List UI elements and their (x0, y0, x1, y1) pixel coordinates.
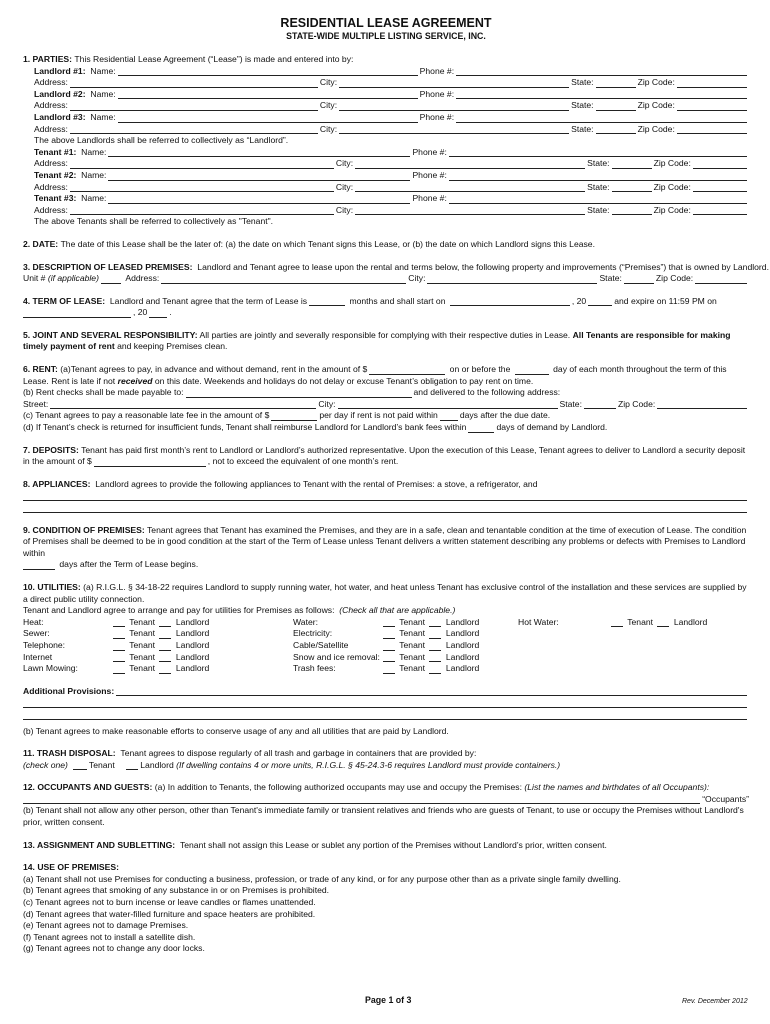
premises-city-label: City: (408, 273, 426, 284)
landlord-1-label: Landlord #1: (34, 65, 86, 76)
appliances-line-2[interactable] (23, 504, 747, 513)
rent-heading: 6. RENT: (23, 364, 58, 375)
landlord-2-name-field[interactable] (118, 90, 418, 99)
utility-trash-fees-choice[interactable]: Tenant Landlord (383, 663, 518, 675)
name-label: Name: (81, 146, 107, 157)
zip-label: Zip Code: (653, 204, 691, 215)
section-utilities (23, 582, 749, 737)
utility-trash-fees-label: Trash fees: (293, 663, 336, 674)
utility-hot-water-choice[interactable]: Tenant Landlord (611, 617, 749, 629)
trash-landlord-label: Landlord (140, 759, 174, 770)
section-joint (23, 330, 749, 353)
rent-amount-field[interactable] (369, 366, 445, 375)
utility-telephone-choice[interactable]: Tenant Landlord (113, 640, 293, 652)
name-label: Name: (81, 193, 107, 204)
tenant-2-address-row (23, 182, 749, 194)
late-days-field[interactable] (440, 412, 458, 421)
address-label: Address: (34, 77, 68, 88)
condition-heading: 9. CONDITION OF PREMISES: (23, 524, 145, 535)
rent-city-label: City: (318, 398, 336, 409)
city-label: City: (319, 77, 338, 88)
tenant-1-address-row (23, 158, 749, 170)
landlord-3-label: Landlord #3: (34, 111, 86, 122)
landlord-3-city-field[interactable] (339, 125, 569, 134)
landlord-1-address-field[interactable] (70, 79, 318, 88)
landlord-3-zip-field[interactable] (677, 125, 747, 134)
utility-electricity-choice[interactable]: Tenant Landlord (383, 628, 518, 640)
city-label: City: (319, 100, 338, 111)
landlord-3-address-row (23, 124, 749, 136)
name-label: Name: (90, 111, 116, 122)
section-trash (23, 748, 749, 771)
landlord-1-state-field[interactable] (596, 79, 636, 88)
city-label: City: (335, 204, 354, 215)
unit-label: Unit # (23, 273, 46, 284)
security-deposit-field[interactable] (94, 458, 206, 467)
utility-lawn-choice[interactable]: Tenant Landlord (113, 663, 293, 675)
landlord-1-name-field[interactable] (118, 67, 418, 76)
landlord-3-name-row (23, 112, 749, 124)
additional-provisions-line-3[interactable] (23, 711, 747, 720)
rent-zip-label: Zip Code: (617, 398, 656, 409)
additional-provisions-line-1[interactable] (116, 687, 747, 696)
condition-days-field[interactable] (23, 561, 55, 570)
tenant-3-city-field[interactable] (355, 206, 585, 215)
address-label: Address: (34, 204, 68, 215)
tenant-1-address-field[interactable] (70, 160, 334, 169)
rent-c1: (c) Tenant agrees to pay a reasonable late fee in the amount of $ (23, 410, 270, 421)
landlord-2-state-field[interactable] (596, 102, 636, 111)
term-text-d: and expire on 11:59 PM on (614, 295, 717, 306)
lease-document (23, 16, 769, 955)
tenant-1-name-field[interactable] (108, 148, 410, 157)
landlord-2-address-row (23, 100, 749, 112)
joint-text-a: All parties are jointly and severally responsible for complying with their respective duties in Lease. (199, 329, 571, 340)
assignment-text: Tenant shall not assign this Lease or sublet any portion of the Premises without Landlord’s prior, written consent. (179, 839, 607, 850)
utility-water-label: Water: (293, 616, 318, 627)
additional-provisions-line-2[interactable] (23, 699, 747, 708)
trash-heading: 11. TRASH DISPOSAL: (23, 748, 116, 759)
appliances-heading: 8. APPLIANCES: (23, 478, 91, 489)
occupants-label: “Occupants” (702, 793, 749, 804)
revision-date: Rev. December 2012 (682, 998, 748, 1005)
term-text-a: Landlord and Tenant agree that the term of Lease is (109, 295, 308, 306)
landlord-3-name-field[interactable] (118, 114, 418, 123)
utility-electricity-label: Electricity: (293, 628, 333, 639)
tenant-2-zip-field[interactable] (693, 183, 747, 192)
date-text: The date of this Lease shall be the later of: (a) the date on which Tenant signs this Lease, or (b) the date on which Landlord signs this Lease. (60, 238, 595, 249)
utility-snow-label: Snow and ice removal: (293, 651, 380, 662)
rent-a2: on or before the (449, 364, 511, 375)
state-label: State: (587, 181, 610, 192)
premises-zip-label: Zip Code: (655, 273, 694, 284)
address-label: Address: (34, 123, 68, 134)
tenant-note: The above Tenants shall be referred to collectively as "Tenant". (34, 216, 274, 227)
section-rent (23, 364, 749, 434)
trash-tenant-label: Tenant (88, 759, 115, 770)
tenant-3-address-field[interactable] (70, 206, 334, 215)
utility-cable-label: Cable/Satellite (293, 639, 349, 650)
landlord-3-state-field[interactable] (596, 125, 636, 134)
tenant-2-name-field[interactable] (108, 172, 410, 181)
utility-lawn-label: Lawn Mowing: (23, 663, 78, 674)
address-label: Address: (34, 100, 68, 111)
tenant-2-name-row (23, 170, 749, 182)
tenant-1-label: Tenant #1: (34, 146, 77, 157)
zip-label: Zip Code: (653, 158, 691, 169)
rent-d1: (d) If Tenant’s check is returned for insufficient funds, Tenant shall reimburse Landlord for Landlord’s bank fees within (23, 422, 467, 433)
trash-tenant-check[interactable] (73, 761, 87, 770)
section-date (23, 239, 749, 251)
utilities-arrange: Tenant and Landlord agree to arrange and pay for utilities for Premises as follows: (23, 605, 335, 616)
landlord-2-phone-field[interactable] (456, 90, 747, 99)
term-text-b: months and shall start on (349, 295, 446, 306)
landlord-2-address-field[interactable] (70, 102, 318, 111)
zip-label: Zip Code: (637, 77, 675, 88)
zip-label: Zip Code: (653, 181, 691, 192)
condition-t2: days after the Term of Lease begins. (59, 559, 199, 570)
occupants-a: (a) In addition to Tenants, the following authorized occupants may use and occupy the Premises: (154, 782, 522, 793)
rent-b1: (b) Rent checks shall be made payable to: (23, 387, 184, 398)
city-label: City: (335, 181, 354, 192)
trash-landlord-check[interactable] (126, 761, 138, 770)
deposits-heading: 7. DEPOSITS: (23, 444, 79, 455)
section-appliances (23, 479, 749, 514)
use-item-b: (b) Tenant agrees that smoking of any substance in or on Premises is prohibited. (23, 885, 330, 896)
tenant-1-state-field[interactable] (612, 160, 652, 169)
state-label: State: (587, 204, 610, 215)
rent-state-field[interactable] (584, 400, 616, 409)
landlord-3-phone-field[interactable] (456, 114, 747, 123)
if-applicable-label: (if applicable) (47, 273, 99, 284)
occupants-field[interactable] (23, 795, 700, 804)
use-item-f: (f) Tenant agrees not to install a satellite dish. (23, 931, 196, 942)
tenant-1-name-row (23, 147, 749, 159)
appliances-text: Landlord agrees to provide the following appliances to Tenant with the rental of Premises: a stove, a refrigerator, and (95, 478, 538, 489)
utility-telephone-label: Telephone: (23, 639, 66, 650)
late-fee-field[interactable] (271, 412, 317, 421)
trash-note: (If dwelling contains 4 or more units, R.I.G.L. § 45-24.3-6 requires Landlord must provide containers.) (176, 759, 561, 770)
tenant-1-phone-field[interactable] (449, 148, 747, 157)
state-label: State: (571, 77, 594, 88)
rent-a1: (a)Tenant agrees to pay, in advance and without demand, rent in the amount of $ (60, 364, 368, 375)
term-text-c: , 20 (571, 295, 587, 306)
utilities-a: (a) R.I.G.L. § 34-18-22 requires Landlord to supply running water, hot water, and heat unless Tenant has exclusive control of the installation and these services are supplied by a direct public utility connection. (23, 581, 747, 604)
premises-address-label: Address: (125, 273, 160, 284)
utility-hot-water-label: Hot Water: (518, 616, 559, 627)
phone-label: Phone #: (419, 65, 455, 76)
document-title: RESIDENTIAL LEASE AGREEMENT (280, 16, 492, 30)
tenant-3-name-row (23, 193, 749, 205)
phone-label: Phone #: (412, 193, 447, 204)
section-use (23, 862, 749, 955)
landlord-1-city-field[interactable] (339, 79, 569, 88)
rent-street-label: Street: (23, 398, 49, 409)
tenant-2-address-field[interactable] (70, 183, 334, 192)
premises-state-field[interactable] (624, 275, 654, 284)
name-label: Name: (90, 65, 116, 76)
city-label: City: (335, 158, 354, 169)
premises-address-field[interactable] (161, 275, 406, 284)
condition-t1: Tenant agrees that Tenant has examined the Premises, and they are in a safe, clean and tenantable condition at the time of execution of Lease. The condition of Premises shall be deemed to be in good condition at the start of the Term of Lease unless Tenant delivers a written statement describing any problems or defects with Premises to Landlord within (23, 524, 747, 558)
tenant-3-name-field[interactable] (108, 195, 410, 204)
term-end-date-field[interactable] (23, 309, 131, 318)
rent-received: received (117, 375, 153, 386)
parties-intro: This Residential Lease Agreement (“Lease”) is made and entered into by: (74, 54, 354, 64)
rent-street-field[interactable] (50, 400, 316, 409)
term-months-field[interactable] (309, 297, 345, 306)
tenant-3-phone-field[interactable] (449, 195, 747, 204)
use-item-g: (g) Tenant agrees not to change any door locks. (23, 943, 205, 954)
utilities-check-all: (Check all that are applicable.) (339, 605, 456, 616)
term-text-e: , 20 (133, 307, 148, 318)
deposits-t1: Tenant has paid first month’s rent to Landlord or Landlord’s authorized representative. Upon the execution of this Lease, Tenant agrees to deliver to Landlord a security deposit in the amount of $ (23, 444, 746, 467)
utilities-grid (23, 617, 749, 675)
rent-c3: days after the due date. (459, 410, 551, 421)
utility-internet-choice[interactable]: Tenant Landlord (113, 652, 293, 664)
utility-cable-choice[interactable]: Tenant Landlord (383, 640, 518, 652)
rent-zip-field[interactable] (657, 400, 747, 409)
rent-a3: day of each month throughout the term of this Lease. Rent is late if not (23, 364, 727, 386)
rent-d2: days of demand by Landlord. (496, 422, 608, 433)
address-label: Address: (34, 158, 68, 169)
landlord-3-address-field[interactable] (70, 125, 318, 134)
utility-snow-choice[interactable]: Tenant Landlord (383, 652, 518, 664)
tenant-2-label: Tenant #2: (34, 169, 77, 180)
utility-water-choice[interactable]: Tenant Landlord (383, 617, 518, 629)
tenant-3-state-field[interactable] (612, 206, 652, 215)
rent-a4: on this date. Weekends and holidays do not delay or excuse Tenant’s obligation to pay rent on time. (154, 375, 534, 386)
unit-field[interactable] (101, 275, 121, 284)
tenant-1-zip-field[interactable] (693, 160, 747, 169)
landlord-1-phone-field[interactable] (456, 67, 747, 76)
landlord-1-address-row (23, 77, 749, 89)
phone-label: Phone #: (419, 88, 455, 99)
address-label: Address: (34, 181, 68, 192)
state-label: State: (587, 158, 610, 169)
page-number: Page 1 of 3 (365, 995, 412, 1005)
use-item-a: (a) Tenant shall not use Premises for conducting a business, profession, or trade of any kind, or for any purpose other than as a private single family dwelling. (23, 873, 621, 884)
tenant-3-label: Tenant #3: (34, 193, 77, 204)
document-subtitle: STATE-WIDE MULTIPLE LISTING SERVICE, INC. (286, 31, 486, 41)
landlord-note: The above Landlords shall be referred to collectively as “Landlord”. (34, 135, 289, 146)
utility-sewer-label: Sewer: (23, 628, 50, 639)
occupants-heading: 12. OCCUPANTS AND GUESTS: (23, 782, 153, 793)
premises-heading: 3. DESCRIPTION OF LEASED PREMISES: (23, 261, 193, 272)
tenant-2-phone-field[interactable] (449, 172, 747, 181)
joint-bold-b: All Tenants are responsible for making timely payment of rent (23, 329, 731, 352)
rent-city-field[interactable] (338, 400, 558, 409)
landlord-2-city-field[interactable] (339, 102, 569, 111)
joint-text-c: and keeping Premises clean. (117, 341, 228, 352)
section-condition (23, 525, 749, 571)
landlord-2-zip-field[interactable] (677, 102, 747, 111)
term-text-f: . (169, 307, 172, 318)
premises-zip-field[interactable] (695, 275, 747, 284)
rent-due-day-field[interactable] (515, 366, 549, 375)
section-deposits (23, 445, 749, 468)
deposits-t2: , not to exceed the equivalent of one month’s rent. (207, 456, 399, 467)
term-start-date-field[interactable] (450, 297, 570, 306)
landlord-1-name-row (23, 66, 749, 78)
utility-sewer-choice[interactable]: Tenant Landlord (113, 628, 293, 640)
section-term (23, 296, 749, 319)
rent-b2: and delivered to the following address: (413, 387, 561, 398)
landlord-2-label: Landlord #2: (34, 88, 86, 99)
tenant-1-city-field[interactable] (355, 160, 585, 169)
name-label: Name: (81, 169, 107, 180)
utility-heat-label: Heat: (23, 616, 44, 627)
term-start-year-field[interactable] (588, 297, 612, 306)
trash-text: Tenant agrees to dispose regularly of all trash and garbage in containers that are provided by: (120, 748, 477, 759)
landlord-2-name-row (23, 89, 749, 101)
premises-state-label: State: (599, 273, 622, 284)
tenant-3-address-row (23, 205, 749, 217)
use-item-d: (d) Tenant agrees that water-filled furniture and space heaters are prohibited. (23, 908, 316, 919)
utility-heat-choice[interactable]: Tenant Landlord (113, 617, 293, 629)
utilities-b: (b) Tenant agrees to make reasonable efforts to conserve usage of any and all utilities that are paid by Landlord. (23, 725, 449, 736)
term-heading: 4. TERM OF LEASE: (23, 295, 106, 306)
occupants-b: (b) Tenant shall not allow any other person, other than Tenant's immediate family or transient relatives and friends who are guests of Tenant, to use or occupy the Premises without Landlord's prior, written consent. (23, 805, 744, 828)
state-label: State: (571, 100, 594, 111)
occupants-a-italic: (List the names and birthdates of all Occupants): (524, 782, 710, 793)
premises-text: Landlord and Tenant agree to lease upon the rental and terms below, the following property and improvements (“Premises”) that is owned by Landlord. (197, 261, 769, 272)
tenant-2-state-field[interactable] (612, 183, 652, 192)
phone-label: Phone #: (419, 111, 455, 122)
tenant-3-zip-field[interactable] (693, 206, 747, 215)
date-heading: 2. DATE: (23, 238, 59, 249)
additional-provisions-label: Additional Provisions: (23, 685, 115, 696)
section-occupants (23, 782, 749, 828)
appliances-line-1[interactable] (23, 492, 747, 501)
parties-heading: 1. PARTIES: (23, 54, 73, 64)
premises-city-field[interactable] (427, 275, 597, 284)
name-label: Name: (90, 88, 116, 99)
joint-heading: 5. JOINT AND SEVERAL RESPONSIBILITY: (23, 329, 198, 340)
rent-state-label: State: (559, 398, 582, 409)
section-premises (23, 261, 769, 285)
utilities-heading: 10. UTILITIES: (23, 581, 81, 592)
trash-check-one: (check one) (23, 759, 68, 770)
section-parties (23, 54, 749, 228)
utility-internet-label: Internet (23, 651, 53, 662)
tenant-2-city-field[interactable] (355, 183, 585, 192)
use-heading: 14. USE OF PREMISES: (23, 862, 119, 873)
state-label: State: (571, 123, 594, 134)
term-end-year-field[interactable] (149, 309, 167, 318)
landlord-1-zip-field[interactable] (677, 79, 747, 88)
rent-c2: per day if rent is not paid within (319, 410, 438, 421)
zip-label: Zip Code: (637, 123, 675, 134)
section-assignment (23, 840, 749, 852)
city-label: City: (319, 123, 338, 134)
zip-label: Zip Code: (637, 100, 675, 111)
bank-fee-days-field[interactable] (468, 424, 494, 433)
rent-payable-to-field[interactable] (186, 389, 412, 398)
phone-label: Phone #: (412, 169, 447, 180)
assignment-heading: 13. ASSIGNMENT AND SUBLETTING: (23, 839, 176, 850)
use-item-e: (e) Tenant agrees not to damage Premises. (23, 920, 189, 931)
use-item-c: (c) Tenant agrees not to burn incense or leave candles or flames unattended. (23, 897, 316, 908)
phone-label: Phone #: (412, 146, 447, 157)
